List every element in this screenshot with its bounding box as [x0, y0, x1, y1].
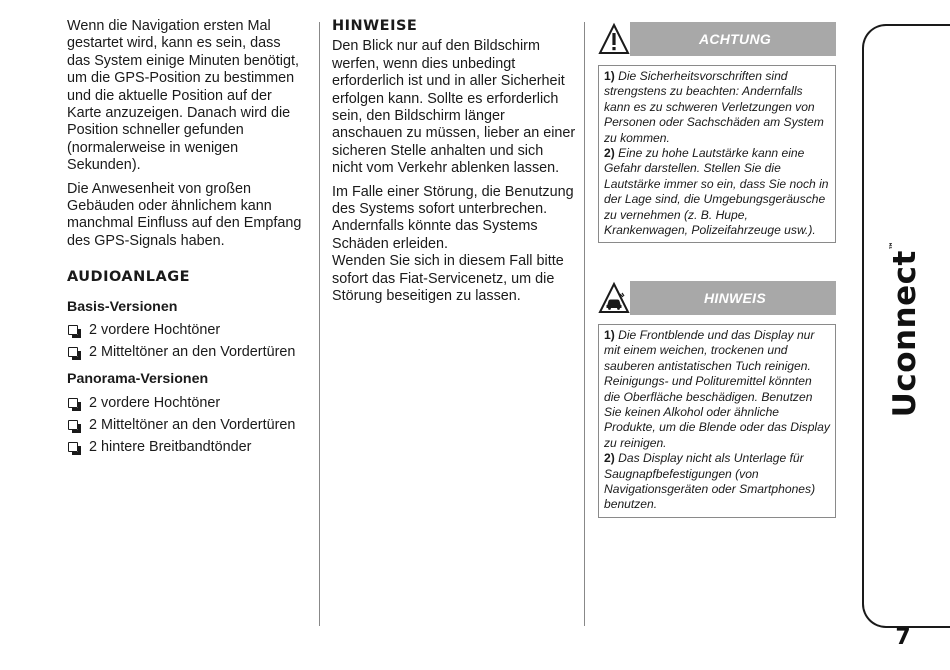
basis-speaker-list	[67, 322, 307, 361]
checkbox-bullet-icon	[68, 420, 78, 430]
warning-note: 1) Die Sicherheitsvorschriften sind strengstens zu beachten: Andernfalls kann es zu schweren Verletzungen von Personen oder Sachschäden am System zu kommen.	[604, 69, 824, 145]
hint-note: 2) Das Display nicht als Unterlage für Saugnapfbefestigungen (von Navigationsgeräten oder Smartphones) benutzen.	[604, 451, 816, 512]
list-item: 2 vordere Hochtöner	[67, 395, 307, 412]
list-item: 2 Mitteltöner an den Vordertüren	[67, 417, 307, 434]
checkbox-bullet-icon	[68, 325, 78, 335]
column-divider	[584, 22, 585, 626]
warning-note: 2) Eine zu hohe Lautstärke kann eine Gefahr darstellen. Stellen Sie die Lautstärke immer so ein, dass Sie noch in der Lage sind, die Umgebungsgeräusche zu vernehmen (z. B. Hupe, Krankenwagen, Polizeifahrzeuge usw.).	[604, 146, 829, 238]
hint-notice	[598, 281, 836, 518]
notes-heading: HINWEISE	[332, 18, 418, 34]
middle-column	[332, 18, 576, 312]
audio-system-heading: AUDIOANLAGE	[67, 269, 191, 286]
checkbox-bullet-icon	[68, 398, 78, 408]
panorama-speaker-list	[67, 395, 307, 456]
warning-notice-title: ACHTUNG	[698, 31, 772, 47]
warning-notice-header	[598, 22, 836, 56]
hint-notice-title: HINWEIS	[704, 290, 766, 306]
column-divider	[319, 22, 320, 626]
basis-versions-heading: Basis-Versionen	[67, 298, 178, 315]
panorama-versions-heading: Panorama-Versionen	[67, 371, 209, 388]
hint-notice-body	[598, 324, 836, 518]
gps-reception-paragraph: Die Anwesenheit von großen Gebäuden oder ähnlichem kann manchmal Einfluss auf den Empfang des GPS-Signals haben.	[67, 180, 302, 249]
navigation-intro-paragraph: Wenn die Navigation ersten Mal gestartet wird, kann es sein, dass das System einige Minuten benötigt, um die GPS-Position zu bestimmen und die aktuelle Position auf der Karte anzuzeigen. Danach wird die Position schneller gefunden (normalerweise in wenigen Sekunden).	[67, 18, 299, 174]
hint-notice-header	[598, 281, 836, 315]
checkbox-bullet-icon	[68, 442, 78, 452]
screen-safety-paragraph: Den Blick nur auf den Bildschirm werfen, wenn dies unbedingt erforderlich ist und in aller Sicherheit erfolgen kann. Sollte es erforderlich sein, den Bildschirm länger anschauen zu müssen, lieber an einer sicheren Stelle anhalten und sich nicht vom Verkehr ablenken lassen.	[332, 38, 576, 177]
list-item: 2 vordere Hochtöner	[67, 322, 307, 339]
left-column	[67, 18, 307, 461]
page-number: 7	[895, 625, 911, 650]
list-item: 2 hintere Breitbandtönder	[67, 439, 307, 456]
chapter-tab-label: Uconnect™	[887, 240, 923, 418]
trademark-symbol: ™	[889, 240, 899, 251]
service-network-paragraph: Wenden Sie sich in diesem Fall bitte sofort das Fiat-Servicenetz, um die Störung beseitigen zu lassen.	[332, 253, 564, 305]
warning-notice	[598, 22, 836, 243]
exclamation-warning-icon	[598, 22, 630, 56]
checkbox-bullet-icon	[68, 347, 78, 357]
malfunction-paragraph: Im Falle einer Störung, die Benutzung des Systems sofort unterbrechen. Andernfalls könnte das Systems Schäden erleiden.	[332, 183, 574, 252]
hint-note: 1) Die Frontblende und das Display nur mit einem weichen, trockenen und sauberen antistatischen Tuch reinigen. Reinigungs- und Polituremittel könnten die Oberfläche beschädigen. Benutzen Sie keinen Alkohol oder ähnliche Produkte, um die Blende oder das Display zu reinigen.	[604, 328, 830, 450]
warning-notice-body	[598, 65, 836, 243]
list-item: 2 Mitteltöner an den Vordertüren	[67, 344, 307, 361]
car-damage-icon	[598, 281, 630, 315]
